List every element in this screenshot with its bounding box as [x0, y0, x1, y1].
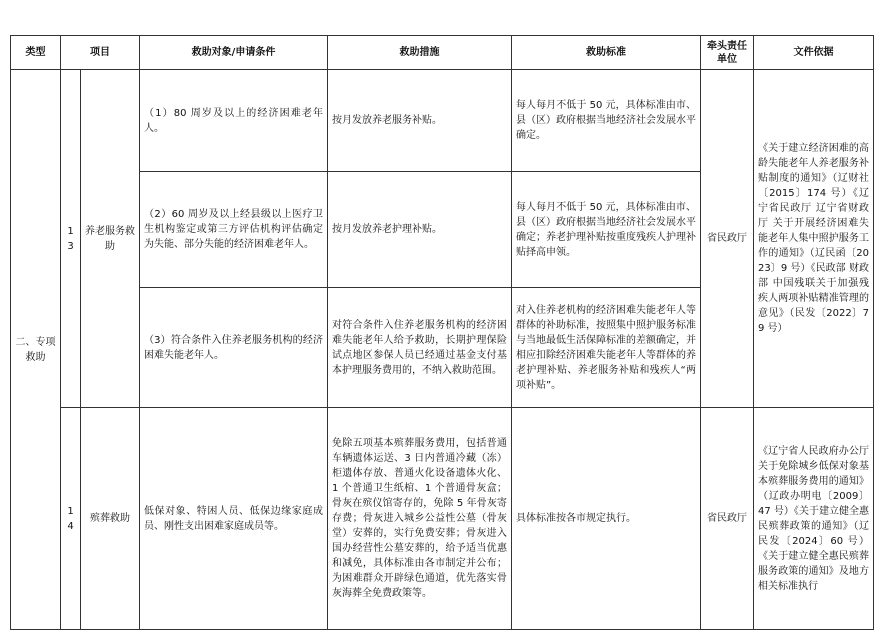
header-type: 类型 — [11, 36, 61, 70]
standard-cell: 每人每月不低于 50 元，具体标准由市、县（区）政府根据当地经济社会发展水平确定；养老护理补贴按重度残疾人护理补贴择高申领。 — [512, 172, 701, 288]
table-row — [11, 70, 874, 172]
header-target: 救助对象/申请条件 — [140, 36, 328, 70]
basis-cell: 《辽宁省人民政府办公厅关于免除城乡低保对象基本殡葬服务费用的通知》（辽政办明电〔2009〕47 号）《关于建立健全惠民殡葬政策的通知》（辽民发〔2024〕60 号）《关于建立健全惠民殡葬服务政策的通知》及地方相关标准执行 — [754, 408, 874, 630]
item-number: 14 — [61, 408, 81, 630]
measures-cell: 对符合条件入住养老服务机构的经济困难失能老年人给予救助，长期护理保险试点地区参保人员已经通过基金支付基本护理服务费用的，不纳入救助范围。 — [328, 288, 512, 408]
item-number: 13 — [61, 70, 81, 408]
basis-cell: 《关于建立经济困难的高龄失能老年人养老服务补贴制度的通知》（辽财社〔2015〕174 号）《辽宁省民政厅 辽宁省财政厅 关于开展经济困难失能老年人集中照护服务工作的通知》（辽民函〔2023〕9 号）《民政部 财政部 中国残联关于加强残疾人两项补贴精准管理的意见》（民发〔2022〕79 号） — [754, 70, 874, 408]
table-row — [11, 408, 874, 630]
standard-cell: 每人每月不低于 50 元，具体标准由市、县（区）政府根据当地经济社会发展水平确定。 — [512, 70, 701, 172]
item-project: 养老服务救助 — [81, 70, 140, 408]
category-cell: 二、专项救助 — [11, 70, 61, 630]
header-project: 项目 — [61, 36, 140, 70]
header-basis: 文件依据 — [754, 36, 874, 70]
target-cell: （3）符合条件入住养老服务机构的经济困难失能老年人。 — [140, 288, 328, 408]
standard-cell: 具体标准按各市规定执行。 — [512, 408, 701, 630]
header-standard: 救助标准 — [512, 36, 701, 70]
measures-cell: 免除五项基本殡葬服务费用，包括普通车辆遗体运送、3 日内普通冷藏（冻）柜遗体存放、普通火化设备遗体火化、1 个普通卫生纸棺、1 个普通骨灰盒；骨灰在殡仪馆寄存的，免除 5 年骨灰寄存费；骨灰进入城乡公益性公墓（骨灰堂）安葬的，实行免费安葬；骨灰进入国办经营性公墓安葬的，给予适当优惠和减免，具体标准由各市制定并公布；为困难群众开辟绿色通道，优先落实骨灰海葬全免费政策等。 — [328, 408, 512, 630]
target-cell: （1）80 周岁及以上的经济困难老年人。 — [140, 70, 328, 172]
target-cell: 低保对象、特困人员、低保边缘家庭成员、刚性支出困难家庭成员等。 — [140, 408, 328, 630]
item-project: 殡葬救助 — [81, 408, 140, 630]
lead-unit-cell: 省民政厅 — [701, 408, 754, 630]
assistance-table — [10, 35, 874, 630]
standard-cell: 对入住养老机构的经济困难失能老年人等群体的补助标准，按照集中照护服务标准与当地最低生活保障标准的差额确定，并相应扣除经济困难失能老年人等群体的养老护理补贴、养老服务补贴和残疾人“两项补贴”。 — [512, 288, 701, 408]
header-lead-unit: 牵头责任单位 — [701, 36, 754, 70]
header-measures: 救助措施 — [328, 36, 512, 70]
measures-cell: 按月发放养老服务补贴。 — [328, 70, 512, 172]
lead-unit-cell: 省民政厅 — [701, 70, 754, 408]
header-row — [11, 36, 874, 70]
measures-cell: 按月发放养老护理补贴。 — [328, 172, 512, 288]
target-cell: （2）60 周岁及以上经县级以上医疗卫生机构鉴定或第三方评估机构评估确定为失能、部分失能的经济困难老年人。 — [140, 172, 328, 288]
